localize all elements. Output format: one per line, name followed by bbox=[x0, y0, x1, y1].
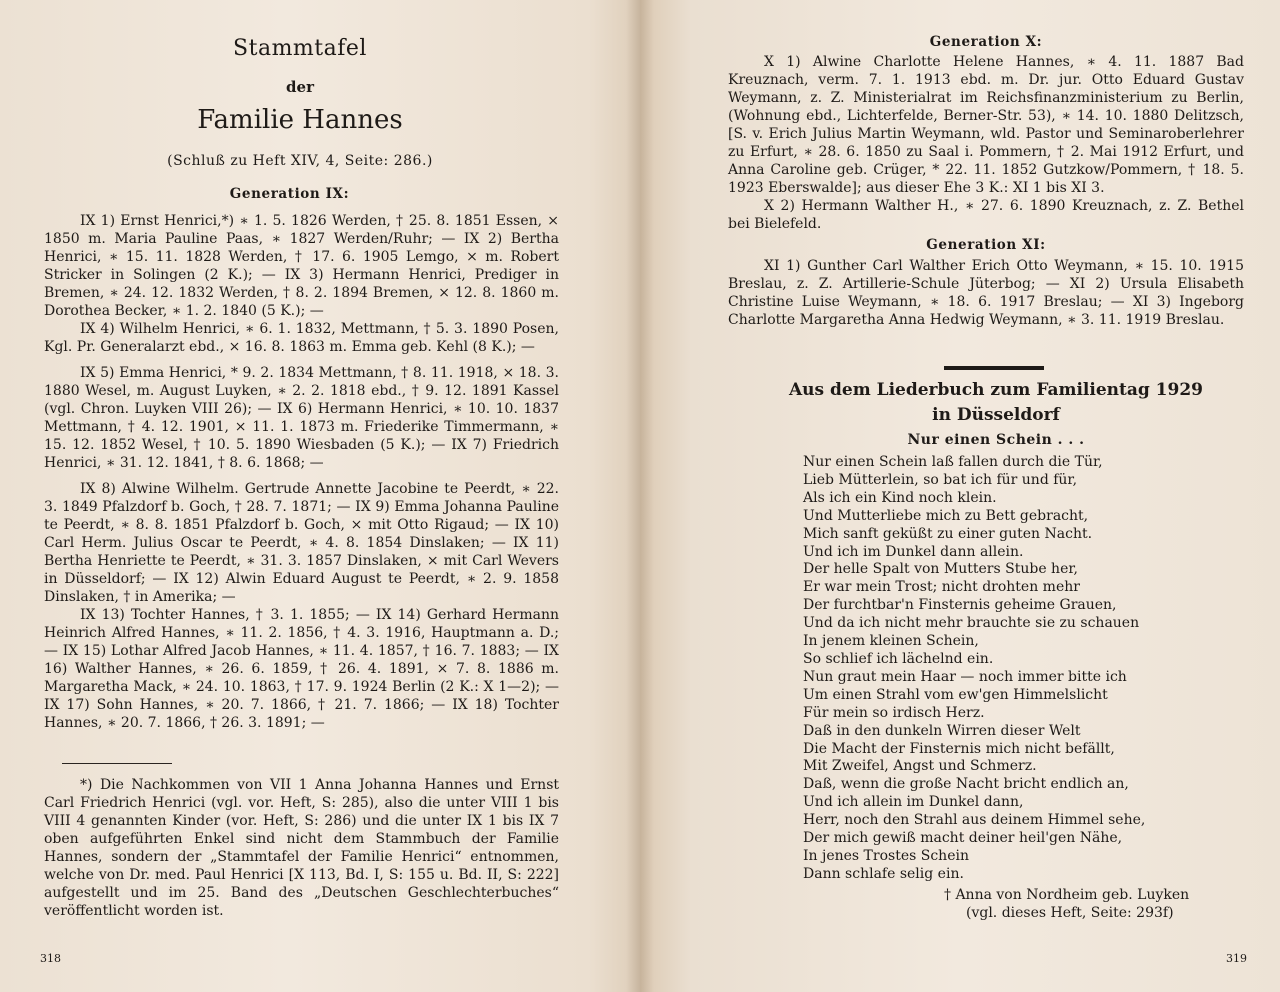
poem-title: Nur einen Schein . . . bbox=[907, 432, 1085, 448]
poem-line: Daß, wenn die große Nacht bricht endlich an, bbox=[803, 776, 1129, 793]
poem-line: Er war mein Trost; nicht drohten mehr bbox=[803, 579, 1080, 596]
poem-line: Mit Zweifel, Angst und Schmerz. bbox=[803, 758, 1037, 775]
poem-line: So schlief ich lächelnd ein. bbox=[803, 650, 994, 667]
gen9-paragraph-3: IX 5) Emma Henrici, * 9. 2. 1834 Mettmann, † 8. 11. 1918, × 18. 3. 1880 Wesel, m. August Luyken, ∗ 2. 2. 1818 ebd., † 9. 12. 1891 Kassel (vgl. Chron. Luyken VIII 26); — IX 6) Hermann Henrici, ∗ 10. 10. 1837 Mettmann, † 4. 12. 1901, × 11. 1. 1873 m. Friederike Timmermann, ∗ 15. 12. 1852 Wesel, † 10. 5. 1890 Wiesbaden (5 K.); — IX 7) Friedrich Henrici, ∗ 31. 12. 1841, † 8. 6. 1868; — bbox=[44, 365, 559, 471]
section-divider bbox=[944, 366, 1044, 370]
title-familie-hannes: Familie Hannes bbox=[197, 105, 403, 135]
gen10-paragraph-2: X 2) Hermann Walther H., ∗ 27. 6. 1890 Kreuznach, z. Z. Bethel bei Bielefeld. bbox=[728, 198, 1244, 232]
poem-line: Nur einen Schein laß fallen durch die Tür, bbox=[803, 454, 1103, 470]
song-title-line1: Aus dem Liederbuch zum Familientag 1929 bbox=[788, 380, 1203, 400]
gen9-paragraph-1: IX 1) Ernst Henrici,*) ∗ 1. 5. 1826 Werden, † 25. 8. 1851 Essen, × 1850 m. Maria Pauline Paas, ∗ 1827 Werden/Ruhr; — IX 2) Bertha Henrici, ∗ 15. 11. 1828 Werden, † 17. 6. 1905 Lemgo, × m. Robert Stricker in Solingen (2 K.); — IX 3) Hermann Henrici, Prediger in Bremen, ∗ 24. 12. 1832 Werden, † 8. 2. 1894 Bremen, × 12. 8. 1860 m. Dorothea Becker, ∗ 1. 2. 1840 (5 K.); — bbox=[44, 213, 559, 319]
poem-line: In jenes Trostes Schein bbox=[803, 847, 969, 864]
poem-line: Die Macht der Finsternis mich nicht befällt, bbox=[803, 740, 1115, 757]
footnote-text: *) Die Nachkommen von VII 1 Anna Johanna Hannes und Ernst Carl Friedrich Henrici (vgl. vor. Heft, S: 285), also die unter VIII 1 bis VIII 4 genannten Kinder (vor. Heft, S: 286) und die unter IX 1 bis IX 7 oben aufgeführten Enkel sind nicht dem Stammbuch der Familie Hannes, sondern der „Stammtafel der Familie Henrici“ entnommen, welche von Dr. med. Paul Henrici [X 113, Bd. I, S: 155 u. Bd. II, S: 222] aufgestellt und im 25. Band des „Deutschen Geschlechterbuches“ veröffentlicht worden ist. bbox=[44, 777, 559, 919]
generation-x-heading: Generation X: bbox=[929, 34, 1043, 50]
title-der: der bbox=[286, 78, 314, 96]
song-section-title bbox=[740, 378, 1252, 428]
poem-line: Lieb Mütterlein, so bat ich für und für, bbox=[803, 471, 1078, 488]
poem-line: Daß in den dunkeln Wirren dieser Welt bbox=[803, 722, 1081, 739]
poem-line: Dann schlafe selig ein. bbox=[803, 865, 964, 882]
poem-line: Und da ich nicht mehr brauchte sie zu schauen bbox=[803, 615, 1140, 632]
title-stammtafel: Stammtafel bbox=[233, 36, 367, 61]
poem-line: Und ich allein im Dunkel dann, bbox=[803, 794, 1024, 811]
generation-ix-section bbox=[44, 186, 559, 732]
poem-line: In jenem kleinen Schein, bbox=[803, 633, 979, 650]
poem-line: Der mich gewiß macht deiner heil'gen Nähe, bbox=[803, 830, 1123, 847]
poem-line: Und ich im Dunkel dann allein. bbox=[803, 543, 1024, 560]
subtitle-reference: (Schluß zu Heft XIV, 4, Seite: 286.) bbox=[167, 153, 433, 169]
generation-x-block bbox=[728, 34, 1244, 329]
song-title-line2: in Düsseldorf bbox=[932, 405, 1060, 425]
poem-line: Um einen Strahl vom ew'gen Himmelslicht bbox=[803, 686, 1108, 703]
poem-line: Herr, noch den Strahl aus deinem Himmel sehe, bbox=[803, 812, 1146, 829]
page-number-right: 319 bbox=[1226, 952, 1247, 965]
poem-reference: (vgl. dieses Heft, Seite: 293f) bbox=[966, 905, 1174, 921]
book-gutter bbox=[626, 0, 654, 992]
generation-xi-heading: Generation XI: bbox=[926, 237, 1046, 253]
gen10-paragraph-1: X 1) Alwine Charlotte Helene Hannes, ∗ 4. 11. 1887 Bad Kreuznach, verm. 7. 1. 1913 ebd. m. Dr. jur. Otto Eduard Gustav Weymann, z. Z. Ministerialrat im Reichsfinanzministerium zu Berlin, (Wohnung ebd., Lichterfelde, Berner-Str. 53), ∗ 14. 10. 1880 Delitzsch, [S. v. Erich Julius Martin Weymann, wld. Pastor und Seminaroberlehrer zu Erfurt, ∗ 28. 6. 1850 zu Saal i. Pommern, † 2. Mai 1912 Erfurt, und Anna Caroline geb. Crüger, * 22. 11. 1852 Gutzkow/Pommern, † 18. 5. 1923 Eberswalde]; aus dieser Ehe 3 K.: XI 1 bis XI 3. bbox=[728, 54, 1244, 196]
poem-author: † Anna von Nordheim geb. Luyken bbox=[944, 887, 1190, 903]
poem-line: Mich sanft geküßt zu einer guten Nacht. bbox=[803, 525, 1093, 542]
gen9-paragraph-5: IX 13) Tochter Hannes, † 3. 1. 1855; — IX 14) Gerhard Hermann Heinrich Alfred Hannes, ∗ 11. 2. 1856, † 4. 3. 1916, Hauptmann a. D.; — IX 15) Lothar Alfred Jacob Hannes, ∗ 11. 4. 1857, † 16. 7. 1883; — IX 16) Walther Hannes, ∗ 26. 6. 1859, † 26. 4. 1891, × 7. 8. 1886 m. Margaretha Mack, ∗ 24. 10. 1863, † 17. 9. 1924 Berlin (2 K.: X 1—2); — IX 17) Sohn Hannes, ∗ 20. 7. 1866, † 21. 7. 1866; — IX 18) Tochter Hannes, ∗ 20. 7. 1866, † 26. 3. 1891; — bbox=[44, 607, 559, 731]
poem-line: Und Mutterliebe mich zu Bett gebracht, bbox=[803, 507, 1089, 524]
poem-line: Der helle Spalt von Mutters Stube her, bbox=[803, 561, 1078, 578]
poem-line: Als ich ein Kind noch klein. bbox=[803, 489, 997, 506]
footnote-section bbox=[44, 776, 559, 920]
poem bbox=[803, 454, 1145, 884]
gen9-paragraph-2: IX 4) Wilhelm Henrici, ∗ 6. 1. 1832, Mettmann, † 5. 3. 1890 Posen, Kgl. Pr. Generalarzt ebd., × 16. 8. 1863 m. Emma geb. Kehl (8 K.); — bbox=[44, 321, 559, 355]
footnote-divider bbox=[62, 763, 172, 764]
poem-line: Nun graut mein Haar — noch immer bitte ich bbox=[803, 668, 1127, 685]
generation-ix-heading: Generation IX: bbox=[229, 186, 350, 202]
gen9-paragraph-4: IX 8) Alwine Wilhelm. Gertrude Annette Jacobine te Peerdt, ∗ 22. 3. 1849 Pfalzdorf b. Goch, † 28. 7. 1871; — IX 9) Emma Johanna Pauline te Peerdt, ∗ 8. 8. 1851 Pfalzdorf b. Goch, × mit Otto Rigaud; — IX 10) Carl Herm. Julius Oscar te Peerdt, ∗ 4. 8. 1854 Dinslaken; — IX 11) Bertha Henriette te Peerdt, ∗ 31. 3. 1857 Dinslaken, × mit Carl Wevers in Düsseldorf; — IX 12) Alwin Eduard August te Peerdt, ∗ 2. 9. 1858 Dinslaken, † in Amerika; — bbox=[44, 481, 559, 605]
poem-line: Der furchtbar'n Finsternis geheime Grauen, bbox=[803, 597, 1117, 614]
gen11-paragraph: XI 1) Gunther Carl Walther Erich Otto Weymann, ∗ 15. 10. 1915 Breslau, z. Z. Artillerie-Schule Jüterbog; — XI 2) Ursula Elisabeth Christine Luise Weymann, ∗ 18. 6. 1917 Breslau; — XI 3) Ingeborg Charlotte Margaretha Anna Hedwig Weymann, ∗ 3. 11. 1919 Breslau. bbox=[728, 258, 1244, 328]
poem-line: Für mein so irdisch Herz. bbox=[803, 704, 985, 721]
page-number-left: 318 bbox=[40, 952, 61, 965]
